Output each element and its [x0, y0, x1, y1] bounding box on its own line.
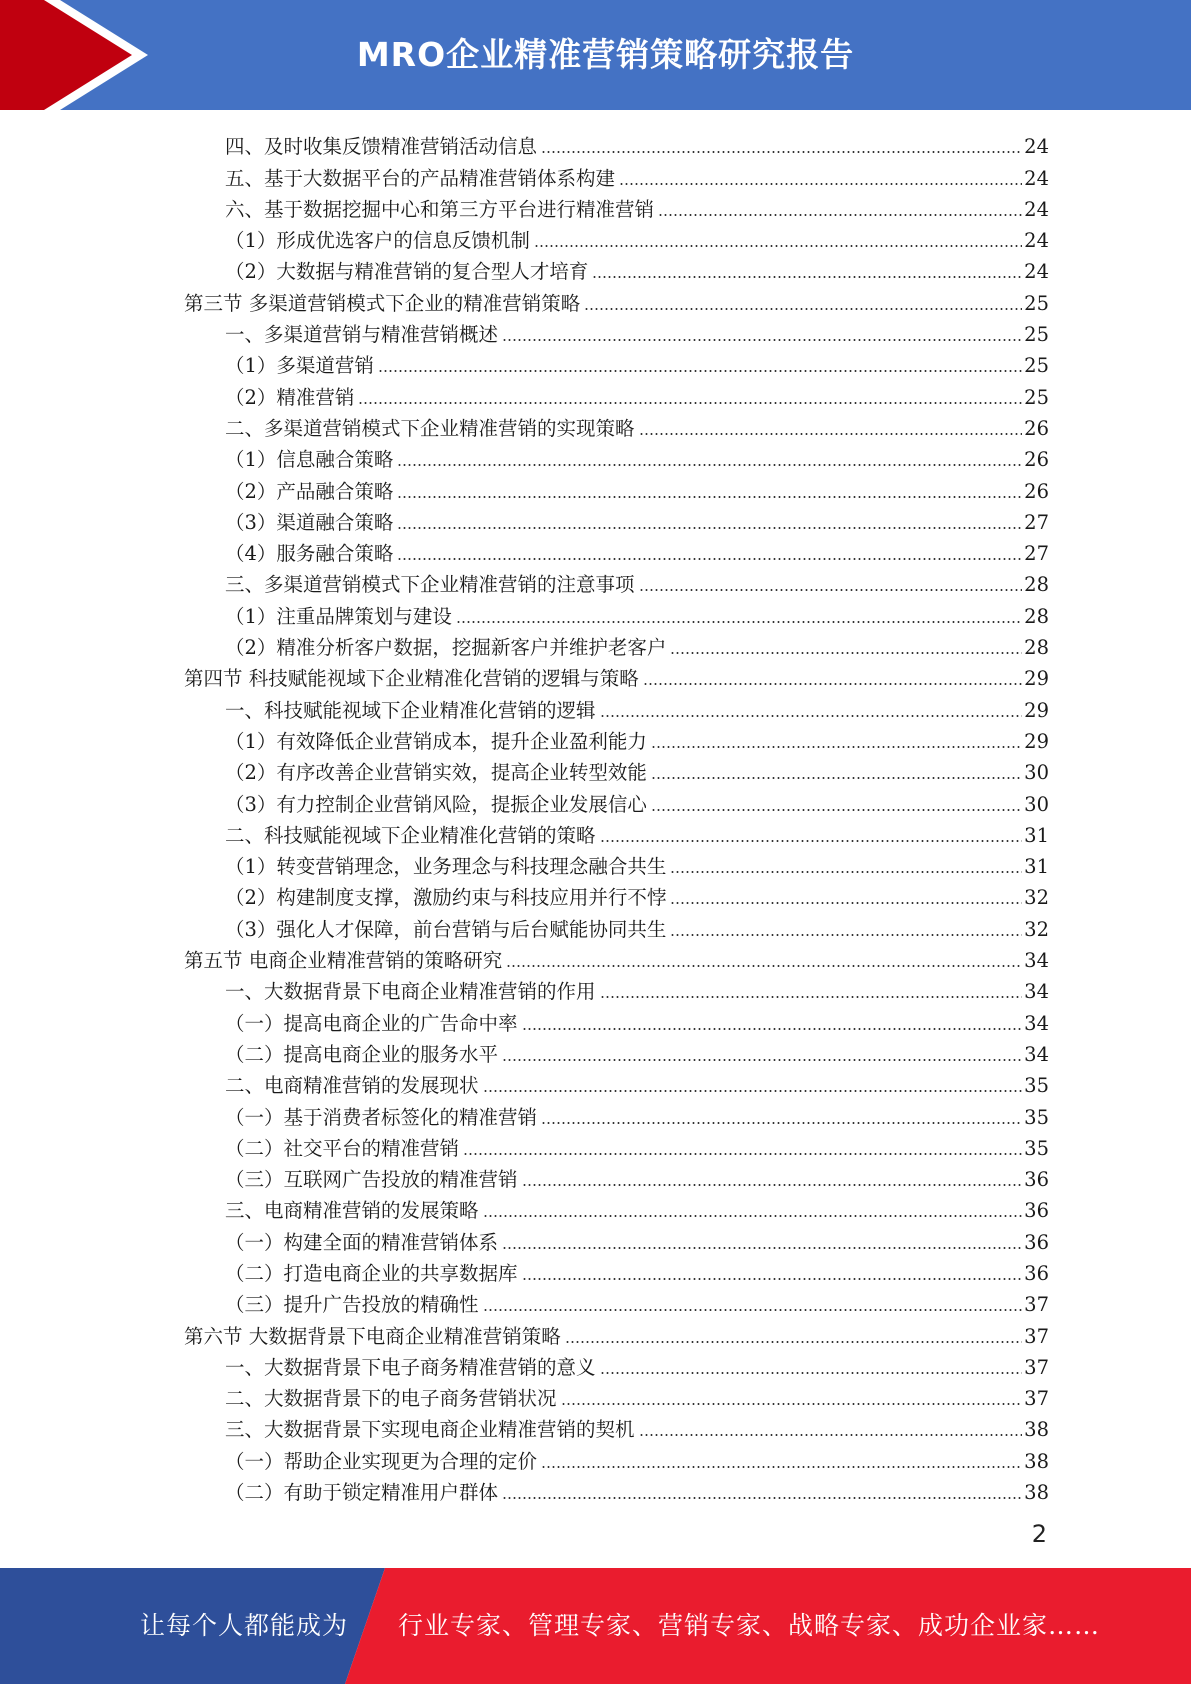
toc-entry[interactable]	[184, 723, 1049, 754]
toc-dot-leader	[670, 651, 1022, 655]
toc-entry[interactable]	[184, 1286, 1049, 1317]
toc-entry-title: （一）提高电商企业的广告命中率	[225, 1011, 518, 1035]
toc-entry[interactable]	[184, 191, 1049, 222]
toc-entry-page: 26	[1024, 448, 1049, 472]
toc-dot-leader	[643, 682, 1022, 686]
toc-entry[interactable]	[184, 754, 1049, 785]
toc-dot-leader	[541, 1465, 1022, 1469]
toc-dot-leader	[541, 150, 1022, 154]
toc-entry[interactable]	[184, 597, 1049, 628]
toc-dot-leader	[651, 745, 1022, 749]
toc-entry-page: 27	[1024, 542, 1049, 566]
toc-dot-leader	[397, 495, 1022, 499]
toc-entry[interactable]	[184, 691, 1049, 722]
toc-dot-leader	[670, 870, 1022, 874]
toc-entry-title: （4）服务融合策略	[225, 542, 394, 566]
toc-entry-page: 30	[1024, 792, 1049, 816]
toc-entry[interactable]	[184, 1004, 1049, 1035]
toc-entry-title: 二、科技赋能视域下企业精准化营销的策略	[225, 823, 596, 847]
toc-entry-page: 28	[1024, 636, 1049, 660]
toc-dot-leader	[670, 901, 1022, 905]
toc-entry[interactable]	[184, 1349, 1049, 1380]
toc-entry-page: 26	[1024, 479, 1049, 503]
toc-dot-leader	[541, 1121, 1022, 1125]
toc-dot-leader	[670, 933, 1022, 937]
toc-dot-leader	[651, 808, 1022, 812]
toc-entry-page: 25	[1024, 354, 1049, 378]
toc-entry-title: （3）有力控制企业营销风险，提振企业发展信心	[225, 792, 647, 816]
toc-entry-title: （1）转变营销理念，业务理念与科技理念融合共生	[225, 855, 667, 879]
toc-entry-page: 29	[1024, 667, 1049, 691]
toc-entry[interactable]	[184, 253, 1049, 284]
toc-entry[interactable]	[184, 128, 1049, 159]
toc-entry-title: （一）构建全面的精准营销体系	[225, 1230, 499, 1254]
page-number: 2	[1031, 1520, 1047, 1548]
toc-entry-title: 一、多渠道营销与精准营销概述	[225, 323, 499, 347]
toc-entry-title: 四、及时收集反馈精准营销活动信息	[225, 135, 538, 159]
toc-dot-leader	[502, 1058, 1022, 1062]
toc-entry[interactable]	[184, 817, 1049, 848]
toc-entry[interactable]	[184, 879, 1049, 910]
toc-entry[interactable]	[184, 504, 1049, 535]
toc-entry-page: 25	[1024, 385, 1049, 409]
toc-entry-title: （一）基于消费者标签化的精准营销	[225, 1105, 538, 1129]
toc-entry-title: （2）精准分析客户数据，挖掘新客户并维护老客户	[225, 636, 667, 660]
toc-entry-title: （2）产品融合策略	[225, 479, 394, 503]
toc-entry[interactable]	[184, 284, 1049, 315]
toc-dot-leader	[534, 244, 1022, 248]
toc-entry-page: 37	[1024, 1324, 1049, 1348]
toc-dot-leader	[522, 1183, 1023, 1187]
toc-entry-title: （1）有效降低企业营销成本，提升企业盈利能力	[225, 729, 647, 753]
toc-entry[interactable]	[184, 1474, 1049, 1505]
toc-entry[interactable]	[184, 1223, 1049, 1254]
toc-entry[interactable]	[184, 785, 1049, 816]
toc-dot-leader	[658, 213, 1022, 217]
toc-dot-leader	[522, 1277, 1023, 1281]
toc-entry-page: 32	[1024, 886, 1049, 910]
toc-dot-leader	[600, 714, 1023, 718]
toc-entry-page: 28	[1024, 573, 1049, 597]
toc-entry-title: （3）强化人才保障，前台营销与后台赋能协同共生	[225, 917, 667, 941]
toc-dot-leader	[592, 275, 1022, 279]
header-banner	[0, 0, 1191, 110]
toc-entry[interactable]	[184, 1036, 1049, 1067]
footer-slogan-left: 让每个人都能成为	[140, 1611, 349, 1640]
toc-entry-page: 36	[1024, 1230, 1049, 1254]
toc-entry[interactable]	[184, 410, 1049, 441]
toc-entry-page: 25	[1024, 323, 1049, 347]
toc-entry-page: 38	[1024, 1449, 1049, 1473]
toc-entry[interactable]	[184, 1442, 1049, 1473]
toc-entry-title: 第五节 电商企业精准营销的策略研究	[184, 949, 503, 973]
toc-entry[interactable]	[184, 1255, 1049, 1286]
toc-entry-title: （2）大数据与精准营销的复合型人才培育	[225, 260, 589, 284]
toc-entry-page: 29	[1024, 698, 1049, 722]
toc-dot-leader	[600, 1371, 1023, 1375]
toc-entry-title: 第六节 大数据背景下电商企业精准营销策略	[184, 1324, 561, 1348]
toc-entry[interactable]	[184, 316, 1049, 347]
footer-slogan-right: 行业专家、管理专家、营销专家、战略专家、成功企业家……	[398, 1611, 1101, 1640]
toc-entry-page: 24	[1024, 166, 1049, 190]
toc-entry-page: 30	[1024, 761, 1049, 785]
toc-entry-title: （1）信息融合策略	[225, 448, 394, 472]
toc-entry-page: 27	[1024, 510, 1049, 534]
toc-entry-page: 35	[1024, 1074, 1049, 1098]
toc-entry-page: 38	[1024, 1418, 1049, 1442]
toc-entry-title: （1）注重品牌策划与建设	[225, 604, 452, 628]
toc-entry[interactable]	[184, 535, 1049, 566]
toc-dot-leader	[502, 1246, 1022, 1250]
toc-entry-page: 34	[1024, 949, 1049, 973]
toc-entry-title: （1）形成优选客户的信息反馈机制	[225, 229, 530, 253]
toc-dot-leader	[502, 338, 1022, 342]
toc-entry-title: 二、多渠道营销模式下企业精准营销的实现策略	[225, 416, 635, 440]
toc-entry[interactable]	[184, 472, 1049, 503]
toc-dot-leader	[639, 588, 1023, 592]
toc-entry[interactable]	[184, 629, 1049, 660]
toc-entry-title: （1）多渠道营销	[225, 354, 374, 378]
toc-entry-page: 24	[1024, 260, 1049, 284]
toc-entry-title: 三、电商精准营销的发展策略	[225, 1199, 479, 1223]
toc-entry-page: 36	[1024, 1261, 1049, 1285]
toc-entry[interactable]	[184, 347, 1049, 378]
toc-entry[interactable]	[184, 1411, 1049, 1442]
toc-entry-title: （2）有序改善企业营销实效，提高企业转型效能	[225, 761, 647, 785]
toc-entry-title: 第四节 科技赋能视域下企业精准化营销的逻辑与策略	[184, 667, 639, 691]
toc-entry-title: 一、科技赋能视域下企业精准化营销的逻辑	[225, 698, 596, 722]
toc-entry-page: 29	[1024, 729, 1049, 753]
toc-entry[interactable]	[184, 378, 1049, 409]
toc-entry-title: 二、大数据背景下的电子商务营销状况	[225, 1387, 557, 1411]
toc-dot-leader	[483, 1089, 1023, 1093]
toc-entry-page: 31	[1024, 855, 1049, 879]
toc-entry-page: 28	[1024, 604, 1049, 628]
toc-dot-leader	[502, 1496, 1022, 1500]
toc-entry-page: 31	[1024, 823, 1049, 847]
toc-dot-leader	[397, 526, 1022, 530]
toc-entry-page: 38	[1024, 1481, 1049, 1505]
toc-entry-title: 六、基于数据挖掘中心和第三方平台进行精准营销	[225, 197, 655, 221]
toc-entry[interactable]	[184, 1380, 1049, 1411]
toc-dot-leader	[456, 620, 1022, 624]
toc-entry-title: （二）有助于锁定精准用户群体	[225, 1481, 499, 1505]
toc-entry-title: 二、电商精准营销的发展现状	[225, 1074, 479, 1098]
toc-dot-leader	[584, 307, 1022, 311]
toc-entry-title: 一、大数据背景下电子商务精准营销的意义	[225, 1355, 596, 1379]
toc-dot-leader	[483, 1214, 1023, 1218]
toc-entry-title: （三）互联网广告投放的精准营销	[225, 1168, 518, 1192]
toc-entry-page: 37	[1024, 1355, 1049, 1379]
toc-dot-leader	[639, 432, 1023, 436]
toc-entry[interactable]	[184, 1192, 1049, 1223]
toc-dot-leader	[506, 964, 1022, 968]
toc-dot-leader	[619, 182, 1022, 186]
toc-entry-page: 24	[1024, 197, 1049, 221]
toc-dot-leader	[397, 557, 1022, 561]
toc-entry[interactable]	[184, 910, 1049, 941]
toc-entry[interactable]	[184, 848, 1049, 879]
footer-banner	[0, 1568, 1191, 1684]
toc-entry[interactable]	[184, 1067, 1049, 1098]
toc-entry-title: 第三节 多渠道营销模式下企业的精准营销策略	[184, 291, 581, 315]
toc-dot-leader	[483, 1308, 1023, 1312]
toc-entry[interactable]	[184, 942, 1049, 973]
toc-entry[interactable]	[184, 566, 1049, 597]
toc-entry-page: 32	[1024, 917, 1049, 941]
toc-entry-page: 24	[1024, 135, 1049, 159]
toc-entry-page: 26	[1024, 416, 1049, 440]
toc-dot-leader	[358, 401, 1022, 405]
toc-entry[interactable]	[184, 159, 1049, 190]
table-of-contents	[184, 128, 1049, 1505]
toc-entry-page: 25	[1024, 291, 1049, 315]
toc-dot-leader	[378, 369, 1022, 373]
toc-entry[interactable]	[184, 1098, 1049, 1129]
toc-dot-leader	[639, 1433, 1023, 1437]
toc-entry-page: 37	[1024, 1387, 1049, 1411]
toc-entry-page: 36	[1024, 1168, 1049, 1192]
toc-entry-page: 34	[1024, 1042, 1049, 1066]
toc-entry-title: （一）帮助企业实现更为合理的定价	[225, 1449, 538, 1473]
report-title: MRO企业精准营销策略研究报告	[356, 35, 855, 74]
toc-entry[interactable]	[184, 1130, 1049, 1161]
toc-dot-leader	[522, 1027, 1023, 1031]
toc-entry[interactable]	[184, 222, 1049, 253]
toc-entry-title: （二）社交平台的精准营销	[225, 1136, 460, 1160]
toc-entry-title: （2）构建制度支撑，激励约束与科技应用并行不悖	[225, 886, 667, 910]
toc-entry-title: 五、基于大数据平台的产品精准营销体系构建	[225, 166, 616, 190]
toc-dot-leader	[651, 776, 1022, 780]
toc-entry[interactable]	[184, 1161, 1049, 1192]
toc-entry-title: （2）精准营销	[225, 385, 355, 409]
toc-entry-title: 三、大数据背景下实现电商企业精准营销的契机	[225, 1418, 635, 1442]
toc-entry-title: （二）打造电商企业的共享数据库	[225, 1261, 518, 1285]
toc-entry-title: 三、多渠道营销模式下企业精准营销的注意事项	[225, 573, 635, 597]
toc-entry[interactable]	[184, 973, 1049, 1004]
toc-dot-leader	[397, 463, 1022, 467]
toc-entry-page: 36	[1024, 1199, 1049, 1223]
toc-entry-page: 35	[1024, 1105, 1049, 1129]
toc-dot-leader	[463, 1152, 1022, 1156]
toc-dot-leader	[561, 1402, 1023, 1406]
toc-entry[interactable]	[184, 441, 1049, 472]
toc-entry-title: （3）渠道融合策略	[225, 510, 394, 534]
toc-entry-title: 一、大数据背景下电商企业精准营销的作用	[225, 980, 596, 1004]
toc-entry-title: （三）提升广告投放的精确性	[225, 1293, 479, 1317]
toc-entry[interactable]	[184, 660, 1049, 691]
toc-dot-leader	[600, 839, 1023, 843]
toc-entry[interactable]	[184, 1317, 1049, 1348]
toc-entry-page: 37	[1024, 1293, 1049, 1317]
toc-entry-page: 34	[1024, 1011, 1049, 1035]
toc-entry-page: 24	[1024, 229, 1049, 253]
toc-dot-leader	[565, 1340, 1022, 1344]
toc-dot-leader	[600, 995, 1023, 999]
toc-entry-page: 34	[1024, 980, 1049, 1004]
toc-entry-page: 35	[1024, 1136, 1049, 1160]
toc-entry-title: （二）提高电商企业的服务水平	[225, 1042, 499, 1066]
